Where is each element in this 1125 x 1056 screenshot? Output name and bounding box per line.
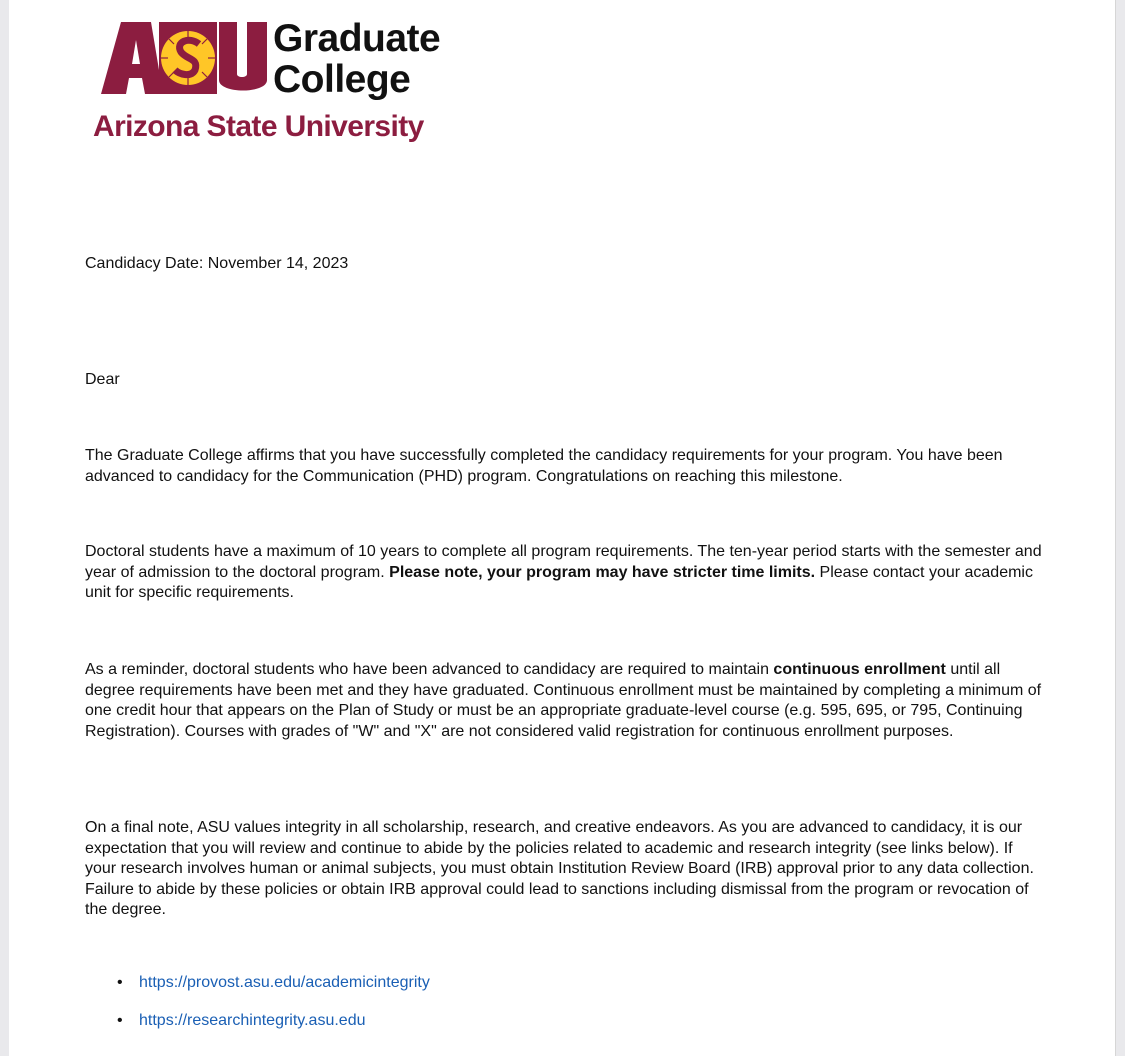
salutation: Dear (85, 371, 120, 388)
p3-bold: continuous enrollment (773, 661, 946, 678)
logo-line1: Graduate (273, 17, 441, 60)
letter-page (9, 0, 1116, 1056)
asu-graduate-college-logo (93, 18, 473, 148)
paragraph-continuous-enrollment (85, 660, 1045, 742)
paragraph-integrity: On a final note, ASU values integrity in all scholarship, research, and creative endeavors. As you are advanced to candidacy, it is our expectation that you will review and continue to abide by the policies related to academic and research integrity (see links below). If your research involves human or animal subjects, you must obtain Institution Review Board (IRB) approval prior to any data collection. Failure to abide by these policies or obtain IRB approval could lead to sanctions including dismissal from the program or revocation of the degree. (85, 819, 1034, 918)
p2-text-a: Doctoral students have a maximum of 10 years to complete all program requirements. The ten-year period starts with the semester and year of admission to the doctoral program. (85, 543, 1042, 581)
academic-integrity-link[interactable]: https://provost.asu.edu/academicintegrity (139, 974, 430, 991)
candidacy-date: Candidacy Date: November 14, 2023 (85, 255, 349, 272)
p3-text-a: As a reminder, doctoral students who have been advanced to candidacy are required to maintain (85, 661, 774, 678)
paragraph-time-limits (85, 542, 1045, 604)
paragraph-affirmation: The Graduate College affirms that you have successfully completed the candidacy requirements for your program. You have been advanced to candidacy for the Communication (PHD) program. Congratulations on reaching this milestone. (85, 447, 1003, 485)
p2-bold: Please note, your program may have stricter time limits. (389, 563, 816, 581)
university-name: Arizona State University (93, 110, 424, 143)
graduate-college-wordmark (273, 18, 440, 100)
p2-text-b: Please contact your academic unit for specific requirements. (85, 563, 1033, 601)
list-item (117, 1012, 430, 1050)
logo-line2: College (273, 58, 411, 101)
integrity-links (117, 974, 430, 1050)
asu-sunburst-logo-icon (101, 22, 271, 94)
p3-text-b: until all degree requirements have been met and they have graduated. Continuous enrollment must be maintained by completing a minimum of one credit hour that appears on the Plan of Study or must be an appropriate graduate-level course (e.g. 595, 695, or 795, Continuing Registration). Courses with grades of "W" and "X" are not considered valid registration for continuous enrollment purposes. (85, 661, 1042, 740)
research-integrity-link[interactable]: https://researchintegrity.asu.edu (139, 1012, 366, 1029)
list-item (117, 974, 430, 1012)
